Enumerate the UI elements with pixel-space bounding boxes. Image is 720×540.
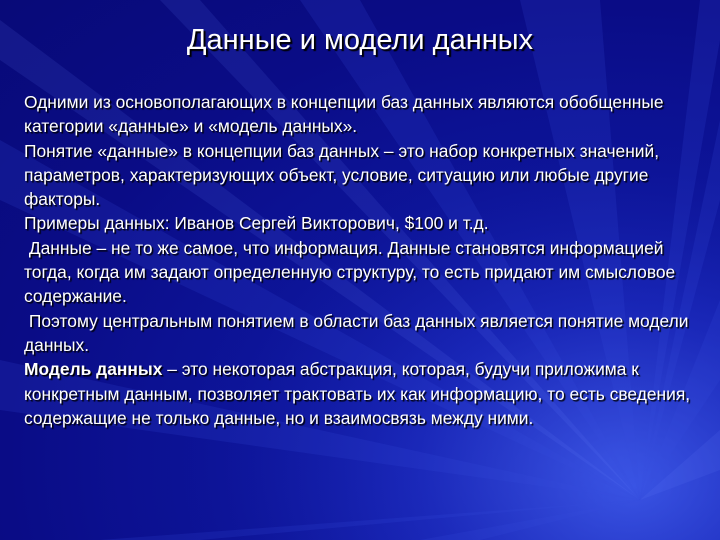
paragraph-4: Данные – не то же самое, что информация. Данные становятся информацией тогда, когда им задают определенную структуру, то есть придают им смысловое содержание. [24, 237, 681, 307]
paragraph-3: Примеры данных: Иванов Сергей Викторович, $100 и т.д. [24, 213, 489, 234]
paragraph-1: Одними из основополагающих в концепции баз данных являются обобщенные категории «данные» и «модель данных». [24, 92, 664, 137]
paragraph-6 [24, 357, 704, 430]
slide-title: Данные и модели данных [186, 24, 534, 56]
model-term: Модель данных [24, 359, 163, 380]
paragraph-5: Поэтому центральным понятием в области баз данных является понятие модели данных. [24, 310, 694, 355]
slide-body [24, 90, 704, 430]
paragraph-2: Понятие «данные» в концепции баз данных – это набор конкретных значений, параметров, характеризующих объект, условие, ситуацию или любые другие факторы. [24, 140, 660, 210]
model-definition: – это некоторая абстракция, которая, будучи приложима к конкретным данным, позволяет трактовать их как информацию, то есть сведения, содержащие не только данные, но и взаимосвязь между ними. [24, 359, 691, 428]
